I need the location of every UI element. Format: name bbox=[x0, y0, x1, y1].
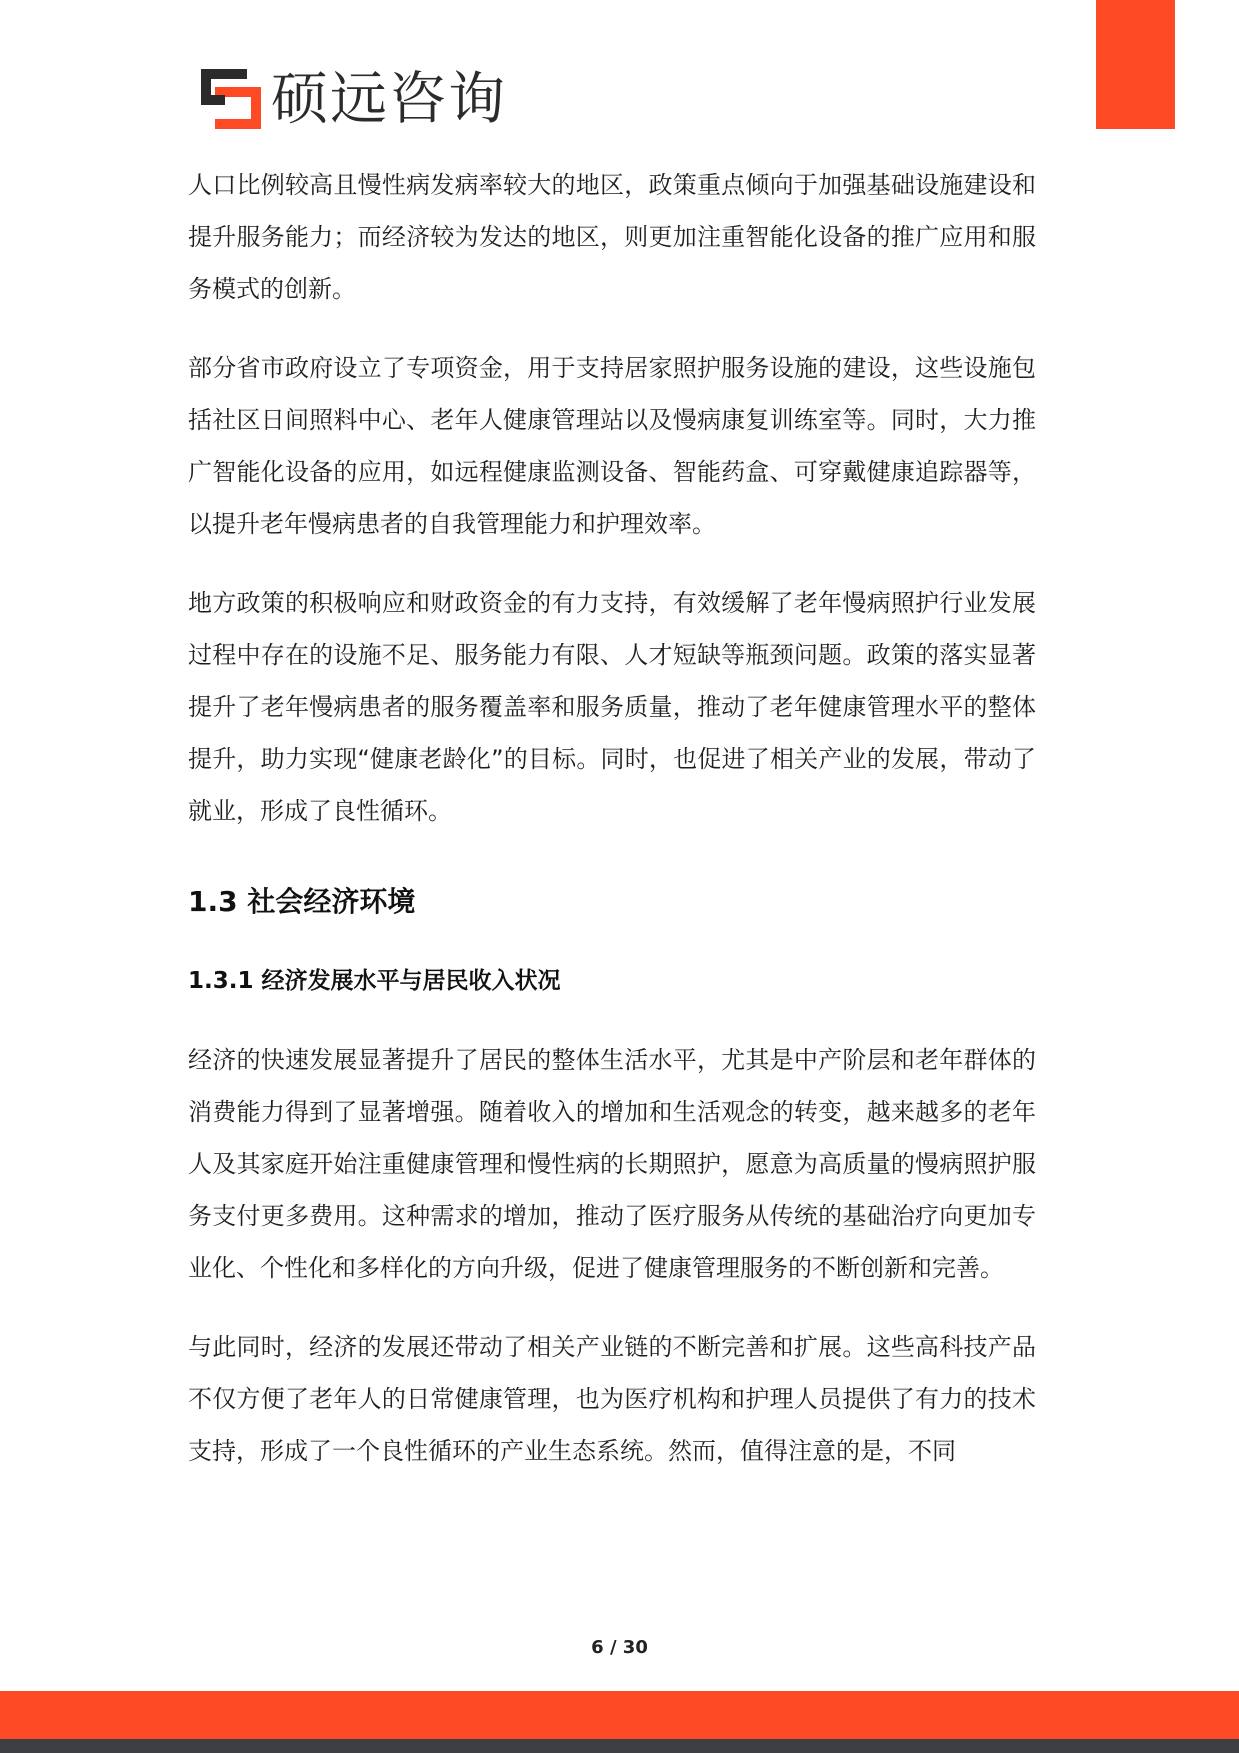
section-heading: 1.3 社会经济环境 bbox=[188, 885, 416, 918]
body-paragraph: 经济的快速发展显著提升了居民的整体生活水平，尤其是中产阶层和老年群体的消费能力得到了显著增强。随着收入的增加和生活观念的转变，越来越多的老年人及其家庭开始注重健康管理和慢性病的长期照护，愿意为高质量的慢病照护服务支付更多费用。这种需求的增加，推动了医疗服务从传统的基础治疗向更加专业化、个性化和多样化的方向升级，促进了健康管理服务的不断创新和完善。 bbox=[188, 1046, 1036, 1282]
footer-accent-band bbox=[0, 1691, 1239, 1739]
body-paragraph: 人口比例较高且慢性病发病率较大的地区，政策重点倾向于加强基础设施建设和提升服务能力；而经济较为发达的地区，则更加注重智能化设备的推广应用和服务模式的创新。 bbox=[188, 171, 1036, 303]
document-body bbox=[188, 159, 1036, 1477]
body-paragraph: 地方政策的积极响应和财政资金的有力支持，有效缓解了老年慢病照护行业发展过程中存在的设施不足、服务能力有限、人才短缺等瓶颈问题。政策的落实显著提升了老年慢病患者的服务覆盖率和服务质量，推动了老年健康管理水平的整体提升，助力实现“健康老龄化”的目标。同时，也促进了相关产业的发展，带动了就业，形成了良性循环。 bbox=[188, 589, 1036, 825]
footer-dark-strip bbox=[0, 1739, 1239, 1753]
page-number: 6 / 30 bbox=[591, 1637, 648, 1658]
company-logo bbox=[201, 64, 507, 134]
subsection-heading: 1.3.1 经济发展水平与居民收入状况 bbox=[188, 968, 561, 994]
company-name: 硕远咨询 bbox=[271, 65, 507, 132]
company-logo-icon bbox=[201, 69, 261, 129]
body-paragraph: 与此同时，经济的发展还带动了相关产业链的不断完善和扩展。这些高科技产品不仅方便了老年人的日常健康管理，也为医疗机构和护理人员提供了有力的技术支持，形成了一个良性循环的产业生态系统。然而，值得注意的是，不同 bbox=[188, 1333, 1036, 1465]
body-paragraph: 部分省市政府设立了专项资金，用于支持居家照护服务设施的建设，这些设施包括社区日间照料中心、老年人健康管理站以及慢病康复训练室等。同时，大力推广智能化设备的应用，如远程健康监测设备、智能药盒、可穿戴健康追踪器等，以提升老年慢病患者的自我管理能力和护理效率。 bbox=[188, 354, 1036, 538]
corner-accent-tab bbox=[1096, 0, 1175, 129]
